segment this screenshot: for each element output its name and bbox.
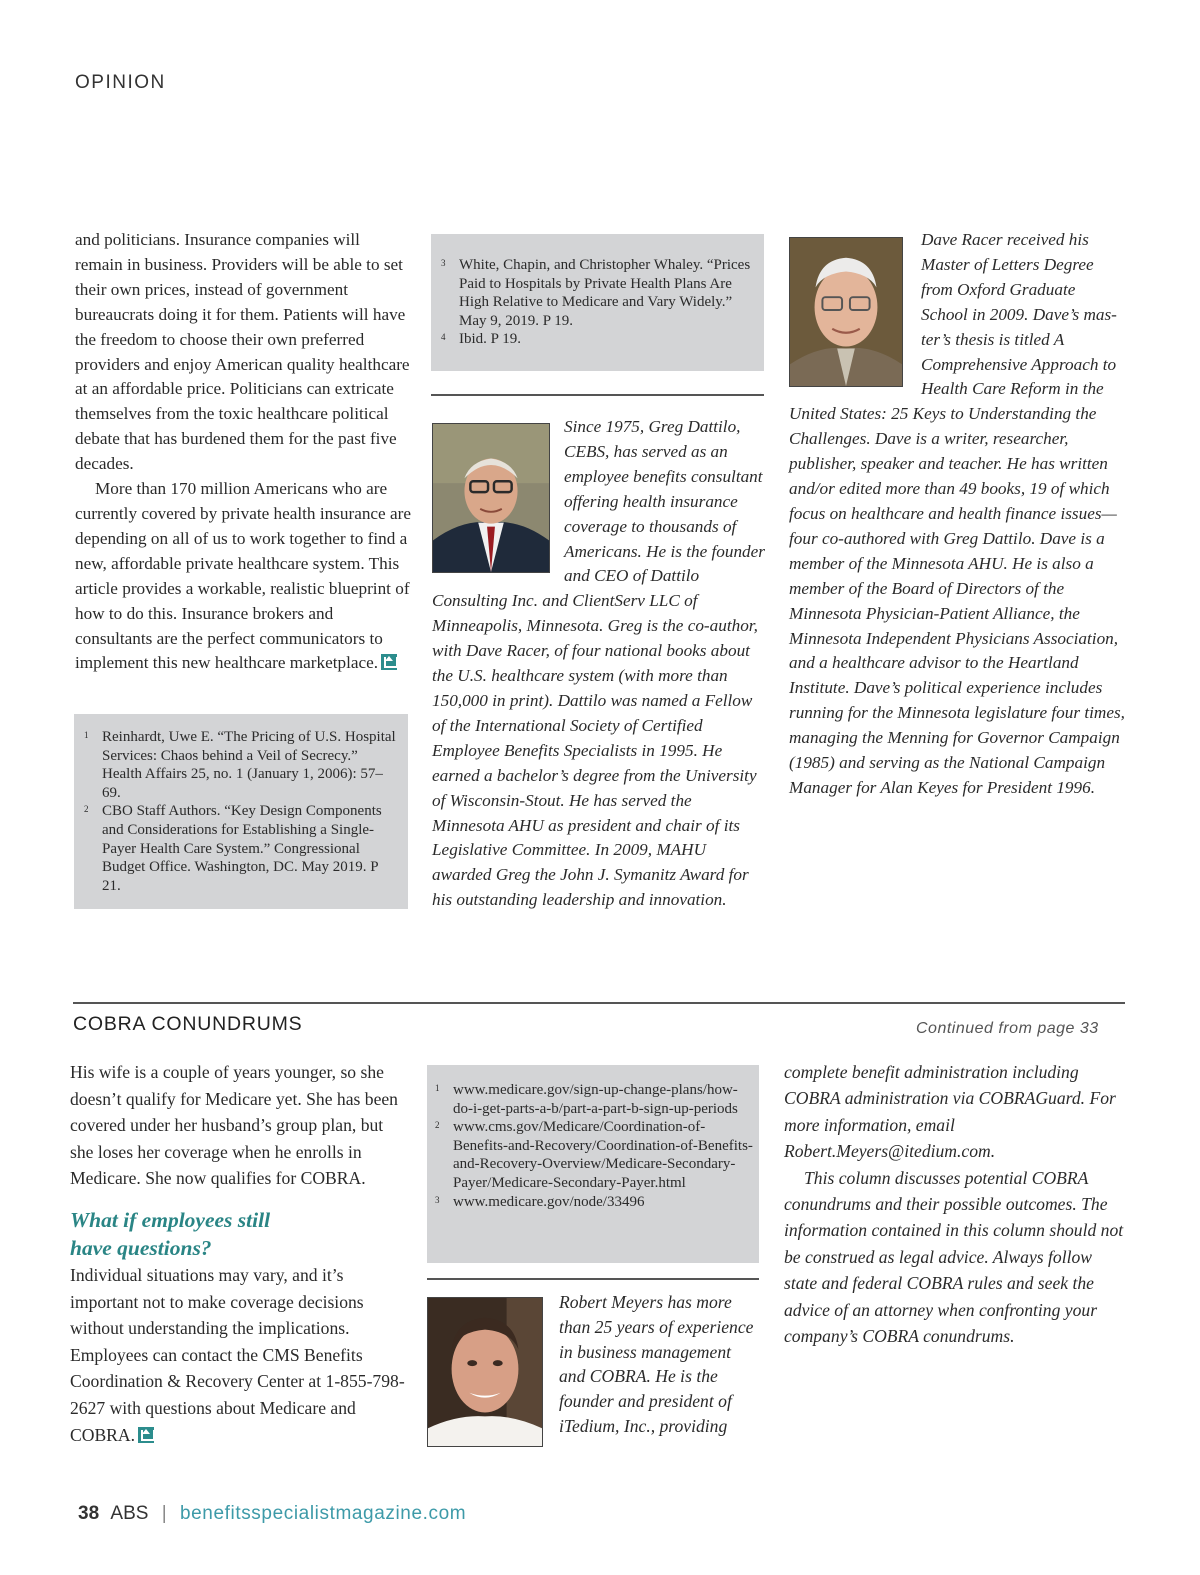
cobra-footnotes — [427, 1065, 759, 1263]
cobra-col3 — [784, 1059, 1126, 1349]
footnote: 1 www.medicare.gov/sign-up-change-plans/how-do-i-get-parts-a-b/part-a-part-b-sign-up-periods — [435, 1082, 738, 1117]
continued-note: Continued from page 33 — [916, 1020, 1099, 1037]
footnote: 3 White, Chapin, and Christopher Whaley. “Prices Paid to Hospitals by Private Health Plans Are High Relative to Medicare and Vary Widely.” May 9, 2019. P 19. — [441, 257, 751, 329]
cobra-paragraph: Individual situations may vary, and it’s important not to make coverage decisions without understanding the implications. Employees can contact the CMS Benefits Coordination & Recovery Center at 1-855-798-2627 with questions about Medicare and COBRA. — [70, 1264, 405, 1445]
article-paragraph: More than 170 million Americans who are currently covered by private health insurance are depending on all of us to work together to find a new, affordable private healthcare system. This article provides a workable, realistic blueprint of how to do this. Insurance brokers and consultants are the perfect communicators to implement this new healthcare marketplace. — [75, 479, 411, 673]
footnote: 1 Reinhardt, Uwe E. “The Pricing of U.S. Hospital Services: Chaos behind a Veil of Secrecy.” Health Affairs 25, no. 1 (January 1, 2006): 57–69. — [84, 729, 396, 801]
article-col1 — [75, 228, 411, 676]
page-number: 38 — [78, 1503, 100, 1524]
author-bio-racer — [789, 228, 1125, 801]
author-photo-racer — [789, 237, 903, 387]
author-photo-meyers — [427, 1297, 543, 1447]
column-title: COBRA CONUNDRUMS — [73, 1013, 303, 1035]
page-footer — [78, 1503, 466, 1525]
section-label: OPINION — [75, 72, 166, 93]
footnote: 3 www.medicare.gov/node/33496 — [435, 1193, 645, 1210]
footnote: 4 Ibid. P 19. — [441, 331, 521, 348]
author-bio-meyers: Robert Meyers has more than 25 years of experience in business management and COBRA. He is the founder and president of iTedium, Inc., providing — [559, 1292, 754, 1436]
abs-end-mark-icon — [381, 654, 397, 670]
footer-separator: | — [161, 1503, 167, 1524]
cobra-col1 — [70, 1059, 410, 1448]
magazine-url[interactable]: benefitsspecialistmagazine.com — [179, 1503, 467, 1524]
footnote: 2 CBO Staff Authors. “Key Design Components and Considerations for Establishing a Single-Payer Health Care System.” Congressional Budget Office. Washington, DC. May 2019. P 21. — [84, 803, 382, 894]
bio-text: Dave Racer received his Master of Letters Degree from Oxford Graduate School in 2009. Dave’s master’s thesis is titled A Comprehensive Approach to Health Care Reform in the United States: 25 Keys to Understanding the Challenges. Dave is a writer, researcher, publisher, speaker and teacher. He has written and/or edited more than 49 books, 19 of which focus on healthcare and health finance issues—four co-authored with Greg Dattilo. Dave is a member of the Minnesota AHU. He is also a member of the Board of Directors of the Minnesota Physician-Patient Alliance, the Minnesota Independent Physicians Association, and a healthcare advisor to the Heartland Institute. Dave’s political experience includes running for the Minnesota legislature four times, managing the Menning for Governor Campaign (1985) and serving as the National Campaign Manager for Alan Keyes for President 1996. — [789, 230, 1125, 797]
cobra-subhead: What if employees still have questions? — [70, 1207, 271, 1260]
author-bio-dattilo — [432, 415, 766, 913]
abs-end-mark-icon — [138, 1427, 154, 1443]
divider — [431, 394, 764, 396]
section-divider — [73, 1002, 1125, 1004]
cobra-paragraph: complete benefit administration including COBRA administration via COBRAGuard. For more information, email Robert.Meyers@itedium.com. — [784, 1062, 1116, 1162]
cobra-paragraph: This column discusses potential COBRA conundrums and their possible outcomes. The information contained in this column should not be construed as legal advice. Always follow state and federal COBRA rules and seek the advice of an attorney when confronting your company’s COBRA conundrums. — [784, 1167, 1124, 1347]
footnote: 2 www.cms.gov/Medicare/Coordination-of-Benefits-and-Recovery/Coordination-of-Benefits-and-Recovery-Overview/Medicare-Secondary-Payer/Medicare-Secondary-Payer.html — [435, 1119, 753, 1191]
footnotes-left — [74, 714, 408, 909]
bio-text: Since 1975, Greg Dattilo, CEBS, has served as an employee benefits consultant offering health insurance coverage to thousands of Americans. He is the founder and CEO of Dattilo Consulting Inc. and ClientServ LLC of Minneapolis, Minnesota. Greg is the co-author, with Dave Racer, of four national books about the U.S. healthcare system (with more than 150,000 in print). Dattilo was named a Fellow of the International Society of Certified Employee Benefits Specialists in 1995. He earned a bachelor’s degree from the University of Wisconsin-Stout. He has served the Minnesota AHU as president and chair of its Legislative Committee. In 2009, MAHU awarded Greg the John J. Symanitz Award for his outstanding leadership and innovation. — [432, 417, 765, 910]
magazine-abbrev: ABS — [110, 1503, 149, 1524]
footnotes-mid — [431, 234, 764, 371]
author-photo-dattilo — [432, 423, 550, 573]
divider — [427, 1278, 759, 1280]
article-paragraph: and politicians. Insurance companies will remain in business. Providers will be able to set their own prices, instead of government bureaucrats doing it for them. Patients will have the freedom to choose their own preferred providers and enjoy American quality healthcare at an affordable price. Politicians can extricate themselves from the toxic healthcare political debate that has burdened them for the past five decades. — [75, 230, 410, 474]
cobra-paragraph: His wife is a couple of years younger, so she doesn’t qualify for Medicare yet. She has been covered under her husband’s group plan, but she loses her coverage when he enrolls in Medicare. She now qualifies for COBRA. — [70, 1062, 398, 1189]
